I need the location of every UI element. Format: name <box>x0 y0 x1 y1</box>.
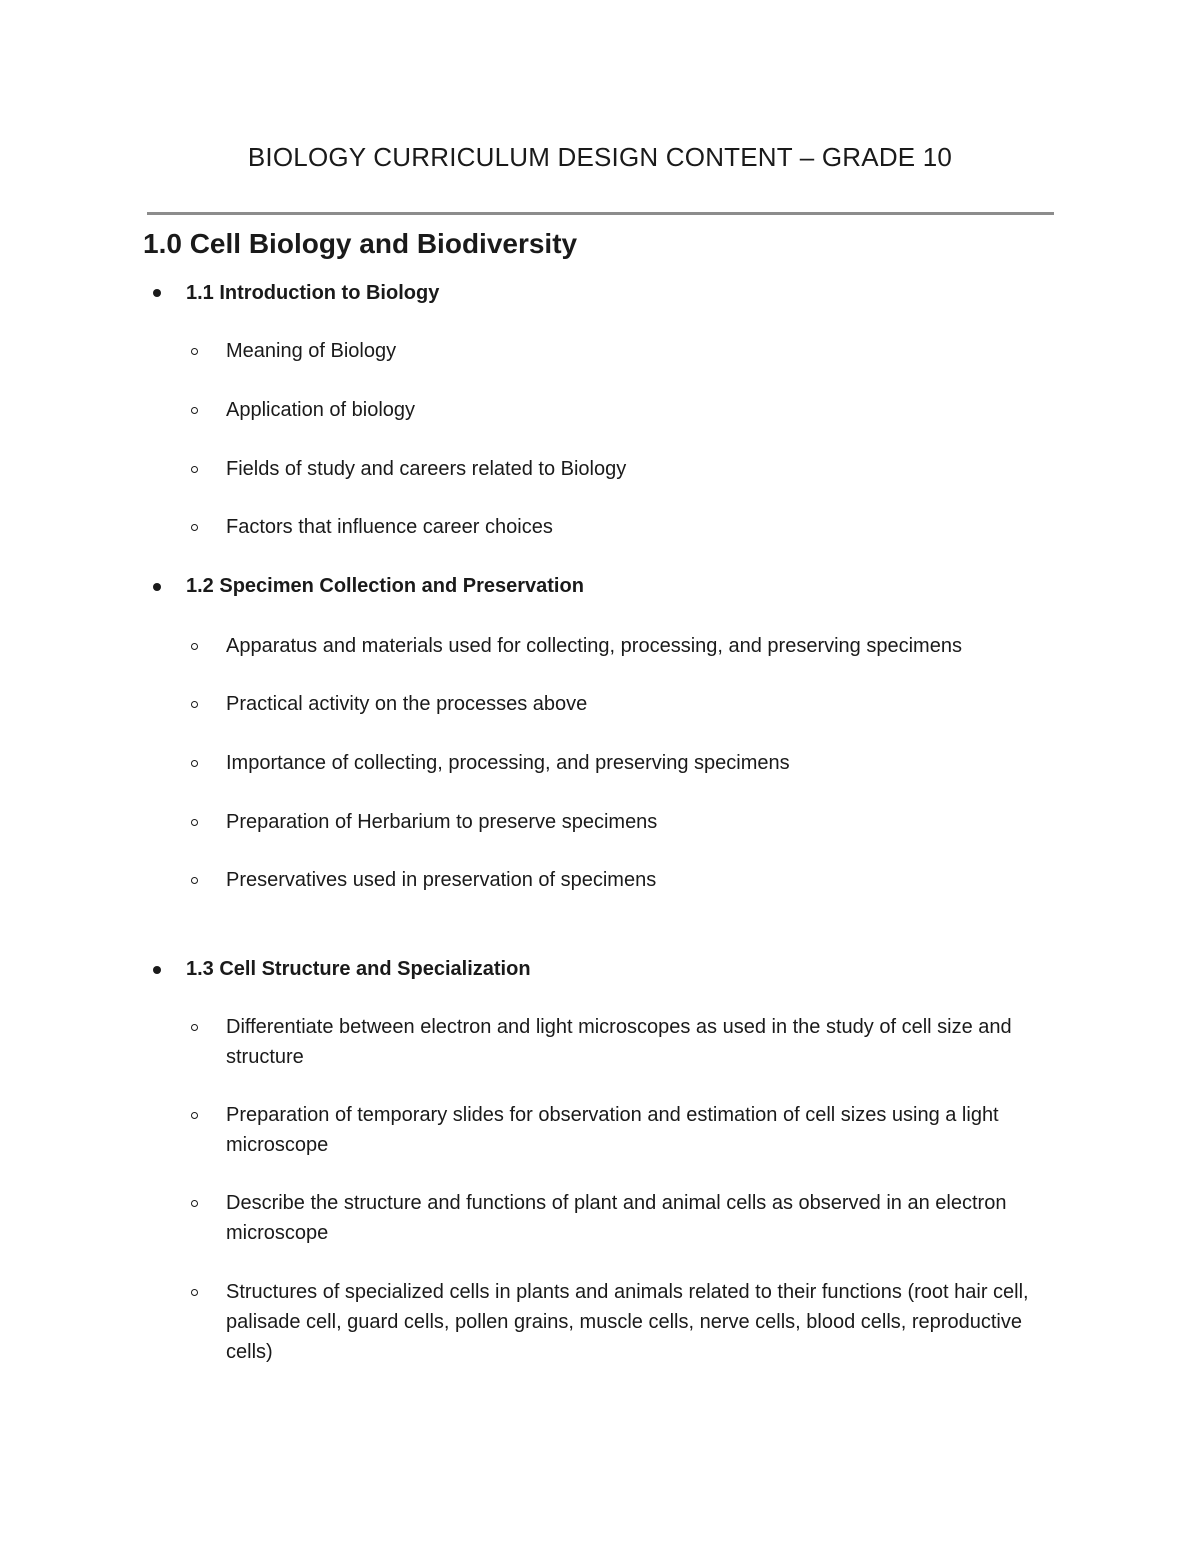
list-item: Differentiate between electron and light microscopes as used in the study of cell size and structure <box>226 1016 1012 1068</box>
bullet-circle-icon <box>191 819 198 826</box>
subsection-title: 1.3 Cell Structure and Specialization <box>186 958 531 980</box>
subsection-title: 1.1 Introduction to Biology <box>186 282 440 304</box>
bullet-circle-icon <box>191 701 198 708</box>
list-item: Meaning of Biology <box>226 340 397 362</box>
list-item: Fields of study and careers related to Biology <box>226 458 627 480</box>
bullet-circle-icon <box>191 348 198 355</box>
document-title: BIOLOGY CURRICULUM DESIGN CONTENT – GRADE 10 <box>247 142 953 172</box>
list-item: Factors that influence career choices <box>226 516 553 538</box>
list-item: Practical activity on the processes above <box>226 693 588 715</box>
bullet-circle-icon <box>191 1200 198 1207</box>
bullet-dot-icon <box>153 966 161 974</box>
bullet-circle-icon <box>191 1112 198 1119</box>
bullet-circle-icon <box>191 407 198 414</box>
list-item: Application of biology <box>226 399 416 421</box>
list-item: Importance of collecting, processing, and preserving specimens <box>226 752 790 774</box>
list-item: Preservatives used in preservation of specimens <box>226 869 657 891</box>
list-item: Structures of specialized cells in plants and animals related to their functions (root hair cell, palisade cell, guard cells, pollen grains, muscle cells, nerve cells, blood cells, reproductive cells) <box>226 1281 1029 1363</box>
list-item: Apparatus and materials used for collecting, processing, and preserving specimens <box>226 635 962 657</box>
title-divider <box>147 212 1054 215</box>
list-item: Preparation of temporary slides for observation and estimation of cell sizes using a light microscope <box>226 1104 999 1156</box>
bullet-circle-icon <box>191 643 198 650</box>
list-item: Describe the structure and functions of plant and animal cells as observed in an electron microscope <box>226 1192 1007 1244</box>
bullet-dot-icon <box>153 583 161 591</box>
bullet-circle-icon <box>191 466 198 473</box>
subsection-title: 1.2 Specimen Collection and Preservation <box>186 575 584 597</box>
bullet-circle-icon <box>191 1024 198 1031</box>
bullet-dot-icon <box>153 289 161 297</box>
bullet-circle-icon <box>191 1289 198 1296</box>
section-heading: 1.0 Cell Biology and Biodiversity <box>143 228 578 259</box>
list-item: Preparation of Herbarium to preserve specimens <box>226 811 658 833</box>
bullet-circle-icon <box>191 760 198 767</box>
bullet-circle-icon <box>191 524 198 531</box>
bullet-circle-icon <box>191 877 198 884</box>
